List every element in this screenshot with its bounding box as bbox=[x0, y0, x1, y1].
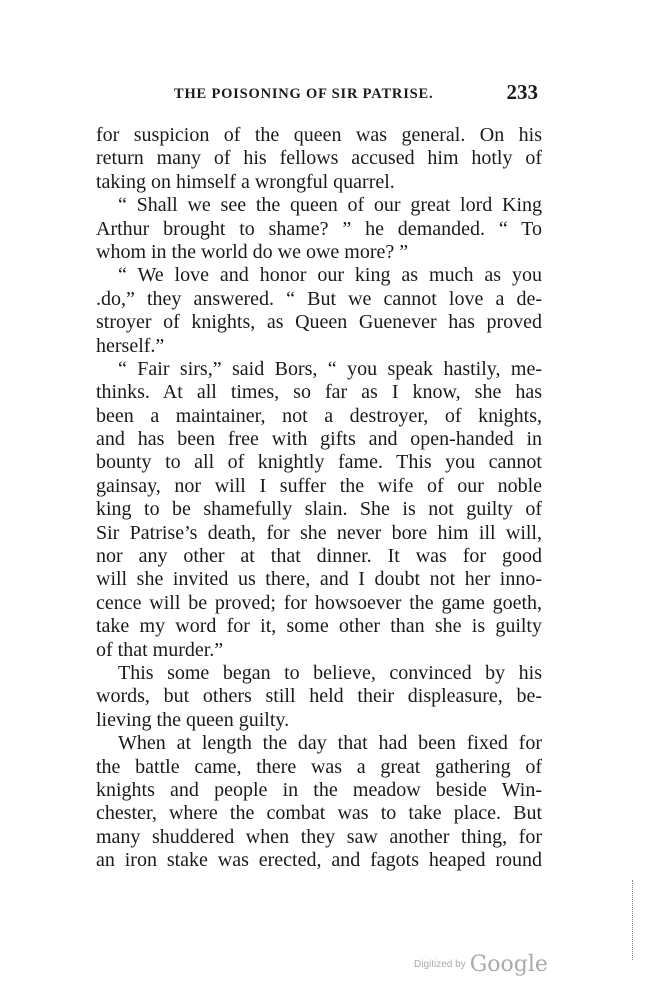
text-line: Sir Patrise’s death, for she never bore him ill will, bbox=[96, 521, 542, 544]
text-line: the battle came, there was a great gathering of bbox=[96, 755, 542, 778]
page-edge-mark bbox=[632, 880, 635, 960]
text-line: thinks. At all times, so far as I know, she has bbox=[96, 381, 542, 404]
text-line: .do,” they answered. “ But we cannot love a de- bbox=[96, 287, 542, 310]
running-title: THE POISONING OF SIR PATRISE. bbox=[174, 86, 434, 102]
text-line: gainsay, nor will I suffer the wife of our noble bbox=[96, 474, 542, 497]
text-line: “ Shall we see the queen of our great lord King bbox=[118, 194, 542, 217]
watermark-prefix: Digitized by bbox=[414, 959, 466, 970]
text-line: of that murder.” bbox=[96, 638, 224, 661]
text-line: and has been free with gifts and open-handed in bbox=[96, 428, 542, 451]
text-line: words, but others still held their displeasure, be- bbox=[96, 685, 542, 708]
text-line: bounty to all of knightly fame. This you cannot bbox=[96, 451, 542, 474]
text-line: knights and people in the meadow beside Win- bbox=[96, 778, 542, 801]
text-line: This some began to believe, convinced by his bbox=[118, 661, 542, 684]
text-line: “ Fair sirs,” said Bors, “ you speak hastily, me- bbox=[118, 357, 542, 380]
text-line: herself.” bbox=[96, 334, 165, 357]
text-line: nor any other at that dinner. It was for good bbox=[96, 545, 542, 568]
text-line: lieving the queen guilty. bbox=[96, 708, 290, 731]
text-line: been a maintainer, not a destroyer, of knights, bbox=[96, 404, 542, 427]
text-line: take my word for it, some other than she is guilty bbox=[96, 615, 542, 638]
body-text bbox=[96, 124, 542, 873]
text-line: an iron stake was erected, and fagots heaped round bbox=[96, 849, 542, 872]
digitized-watermark bbox=[414, 952, 548, 977]
watermark-brand: Google bbox=[469, 952, 548, 977]
text-line: cence will be proved; for howsoever the game goeth, bbox=[96, 591, 542, 614]
page-number: 233 bbox=[506, 80, 538, 104]
text-line: chester, where the combat was to take place. But bbox=[96, 802, 542, 825]
text-line: Arthur brought to shame? ” he demanded. “ To bbox=[96, 217, 542, 240]
text-line: many shuddered when they saw another thing, for bbox=[96, 825, 542, 848]
running-header bbox=[96, 80, 542, 110]
text-line: stroyer of knights, as Queen Guenever has proved bbox=[96, 311, 542, 334]
text-line: When at length the day that had been fixed for bbox=[118, 732, 542, 755]
text-line: will she invited us there, and I doubt not her inno- bbox=[96, 568, 542, 591]
text-line: taking on himself a wrongful quarrel. bbox=[96, 170, 395, 193]
text-line: return many of his fellows accused him hotly of bbox=[96, 147, 542, 170]
text-line: for suspicion of the queen was general. On his bbox=[96, 124, 542, 146]
text-line: “ We love and honor our king as much as you bbox=[118, 264, 542, 287]
text-line: king to be shamefully slain. She is not guilty of bbox=[96, 498, 542, 521]
text-line: whom in the world do we owe more? ” bbox=[96, 240, 409, 263]
